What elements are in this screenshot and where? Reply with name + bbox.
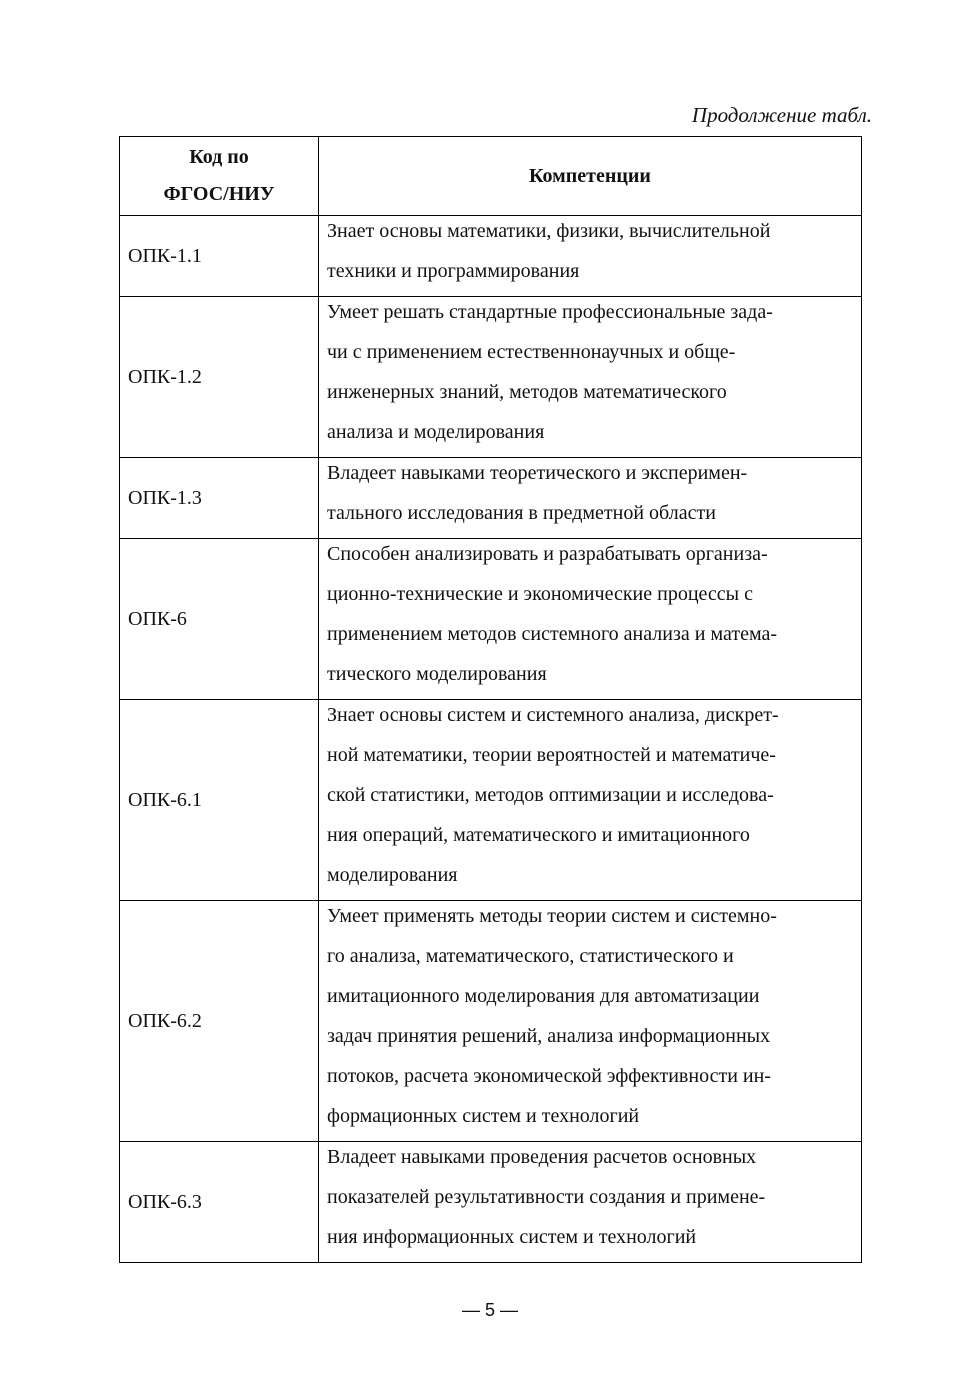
description-line: Владеет навыками проведения расчетов основных: [327, 1146, 757, 1168]
description-line: Умеет решать стандартные профессиональные зада-: [327, 301, 773, 323]
description-line: формационных систем и технологий: [327, 1105, 640, 1127]
description-line: имитационного моделирования для автоматизации: [327, 985, 760, 1007]
description-line: го анализа, математического, статистического и: [327, 945, 734, 967]
competency-code: ОПК-6.3: [120, 1142, 319, 1263]
competency-description: [319, 1142, 862, 1263]
competency-description: [319, 458, 862, 539]
description-line: показателей результативности создания и примене-: [327, 1186, 766, 1208]
table-row: [120, 539, 862, 700]
table-row: [120, 901, 862, 1142]
header-code-line2: ФГОС/НИУ: [163, 183, 275, 205]
competency-code: ОПК-1.1: [120, 216, 319, 297]
table-row: [120, 458, 862, 539]
table-row: [120, 700, 862, 901]
description-line: ской статистики, методов оптимизации и исследова-: [327, 784, 774, 806]
table-body: [120, 216, 862, 1263]
competencies-table: [119, 136, 862, 1263]
header-code: [120, 137, 319, 216]
competency-description: [319, 216, 862, 297]
table-header-row: [120, 137, 862, 216]
competency-description: [319, 700, 862, 901]
competency-description: [319, 297, 862, 458]
header-code-line1: Код по: [189, 146, 249, 168]
description-line: анализа и моделирования: [327, 421, 545, 443]
table-row: [120, 1142, 862, 1263]
description-line: Владеет навыками теоретического и эксперимен-: [327, 462, 748, 484]
description-line: Умеет применять методы теории систем и системно-: [327, 905, 777, 927]
description-line: Знает основы систем и системного анализа, дискрет-: [327, 704, 779, 726]
table-continuation-label: Продолжение табл.: [691, 103, 872, 127]
page-number: — 5 —: [461, 1300, 518, 1320]
header-competencies: Компетенции: [319, 137, 862, 216]
competency-description: [319, 901, 862, 1142]
description-line: Способен анализировать и разрабатывать организа-: [327, 543, 768, 565]
table-row: [120, 297, 862, 458]
description-line: задач принятия решений, анализа информационных: [327, 1025, 771, 1047]
description-line: ния информационных систем и технологий: [327, 1226, 697, 1248]
competency-code: ОПК-6.2: [120, 901, 319, 1142]
competency-code: ОПК-1.3: [120, 458, 319, 539]
description-line: Знает основы математики, физики, вычислительной: [327, 220, 771, 242]
description-line: моделирования: [327, 864, 458, 886]
description-line: ной математики, теории вероятностей и математиче-: [327, 744, 776, 766]
description-line: инженерных знаний, методов математического: [327, 381, 727, 403]
description-line: тального исследования в предметной области: [327, 502, 716, 524]
description-line: ния операций, математического и имитационного: [327, 824, 750, 846]
competency-code: ОПК-1.2: [120, 297, 319, 458]
description-line: применением методов системного анализа и матема-: [327, 623, 777, 645]
competency-code: ОПК-6: [120, 539, 319, 700]
description-line: чи с применением естественнонаучных и обще-: [327, 341, 736, 363]
description-line: потоков, расчета экономической эффективности ин-: [327, 1065, 771, 1087]
table-row: [120, 216, 862, 297]
competency-description: [319, 539, 862, 700]
competency-code: ОПК-6.1: [120, 700, 319, 901]
description-line: техники и программирования: [327, 260, 580, 282]
description-line: ционно-технические и экономические процессы с: [327, 583, 753, 605]
description-line: тического моделирования: [327, 663, 547, 685]
